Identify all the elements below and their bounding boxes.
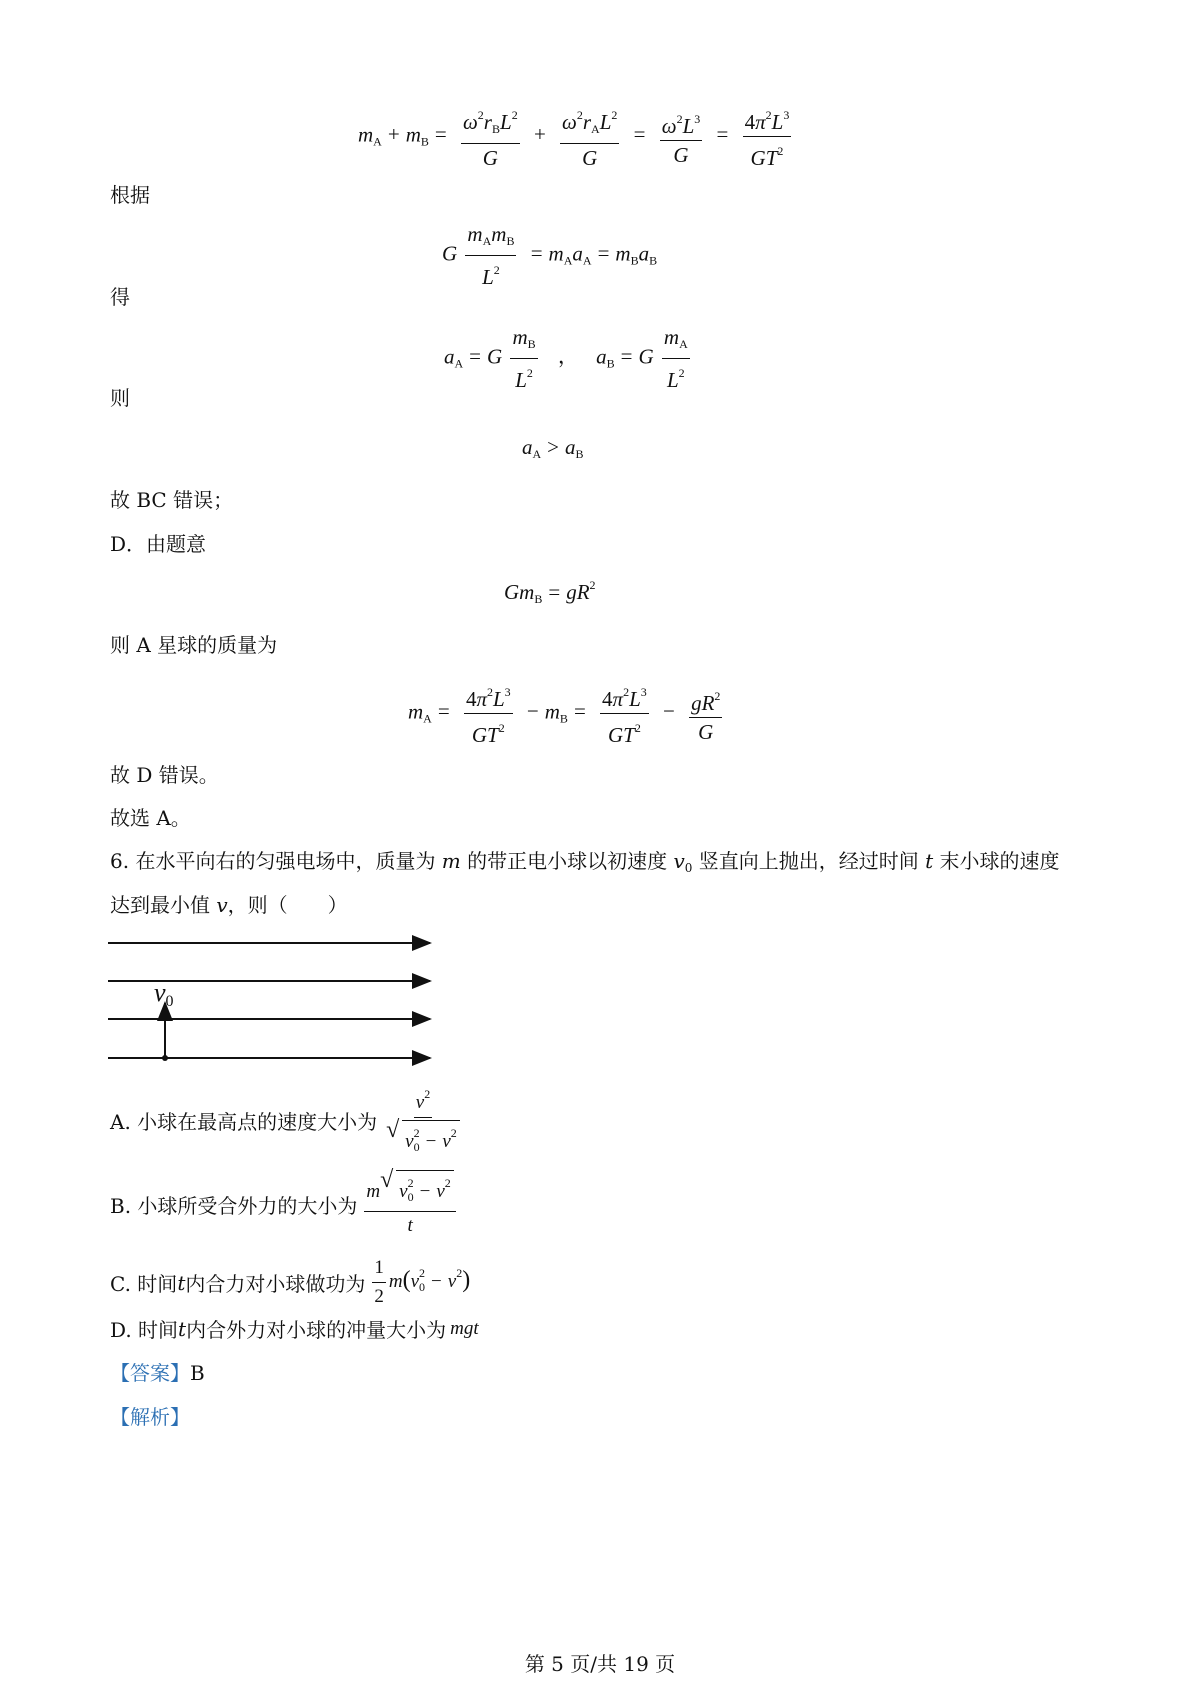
text-d-intro: D．由题意 bbox=[110, 532, 207, 556]
text-de: 得 bbox=[110, 285, 130, 309]
text-choose-a: 故选 A。 bbox=[110, 806, 191, 830]
option-a: A. 小球在最高点的速度大小为 $v^2$ √ $v_0^2 - v^2$ bbox=[110, 1082, 465, 1159]
text-bc-wrong: 故 BC 错误； bbox=[110, 488, 234, 512]
question-line-2: 达到最小值 v，则（ ） bbox=[110, 893, 348, 917]
option-b: B. 小球所受合外力的大小为 m √ $v_0^2 - v^2$ t bbox=[110, 1170, 459, 1238]
text-genju: 根据 bbox=[110, 183, 150, 207]
field-diagram bbox=[100, 925, 445, 1075]
answer-value: B bbox=[190, 1361, 205, 1385]
text-ze: 则 bbox=[110, 386, 130, 410]
answer-line bbox=[110, 1358, 205, 1388]
page-footer: 第 5 页/共 19 页 bbox=[524, 1652, 676, 1676]
equation-accelerations: $a_A = G$ $\frac{m_B}{L^2}$ ， $a_B = G$ $\frac{m_A}{L^2}$ bbox=[444, 325, 688, 392]
equation-gravity-acceleration: G $\frac{m_Am_B}{L^2}$ = $m_Aa_A = m_Ba_B$ bbox=[442, 222, 658, 289]
equation-compare: $a_A > a_B$ bbox=[522, 435, 584, 461]
equation-total-mass: $m_A + m_B$ = $\frac{\omega^2r_BL^2}{G}$ + $\frac{\omega^2r_AL^2}{G}$ = $\frac{\omega^2L^3}{G}$ = $\frac{4\pi^2L^3}{GT^2}$ bbox=[358, 103, 794, 170]
ball-point bbox=[162, 1055, 168, 1061]
question-line-1: 6. 在水平向右的匀强电场中，质量为 m 的带正电小球以初速度 $v_0$ 竖直向上抛出，经过时间 t 末小球的速度 bbox=[110, 849, 1060, 875]
analysis-label: 【解析】 bbox=[110, 1405, 190, 1429]
velocity-label: v0 bbox=[154, 978, 174, 1010]
text-d-wrong: 故 D 错误。 bbox=[110, 763, 219, 787]
option-c: C. 时间 t 内合力对小球做功为 $\frac{1}{2}$ $m(v_0^2 - v^2)$ bbox=[110, 1257, 471, 1307]
text-mass-a: 则 A 星球的质量为 bbox=[110, 633, 278, 657]
answer-label: 【答案】 bbox=[110, 1361, 190, 1385]
analysis-line bbox=[110, 1402, 190, 1432]
equation-gm: $Gm_B = gR^2$ bbox=[504, 578, 596, 606]
option-d: D. 时间 t 内合外力对小球的冲量大小为 mgt bbox=[110, 1316, 479, 1342]
equation-mass-a: $m_A$ = $\frac{4\pi^2L^3}{GT^2}$ − $m_B$ = $\frac{4\pi^2L^3}{GT^2}$ − $\frac{gR^2}{G}$ bbox=[408, 680, 725, 747]
